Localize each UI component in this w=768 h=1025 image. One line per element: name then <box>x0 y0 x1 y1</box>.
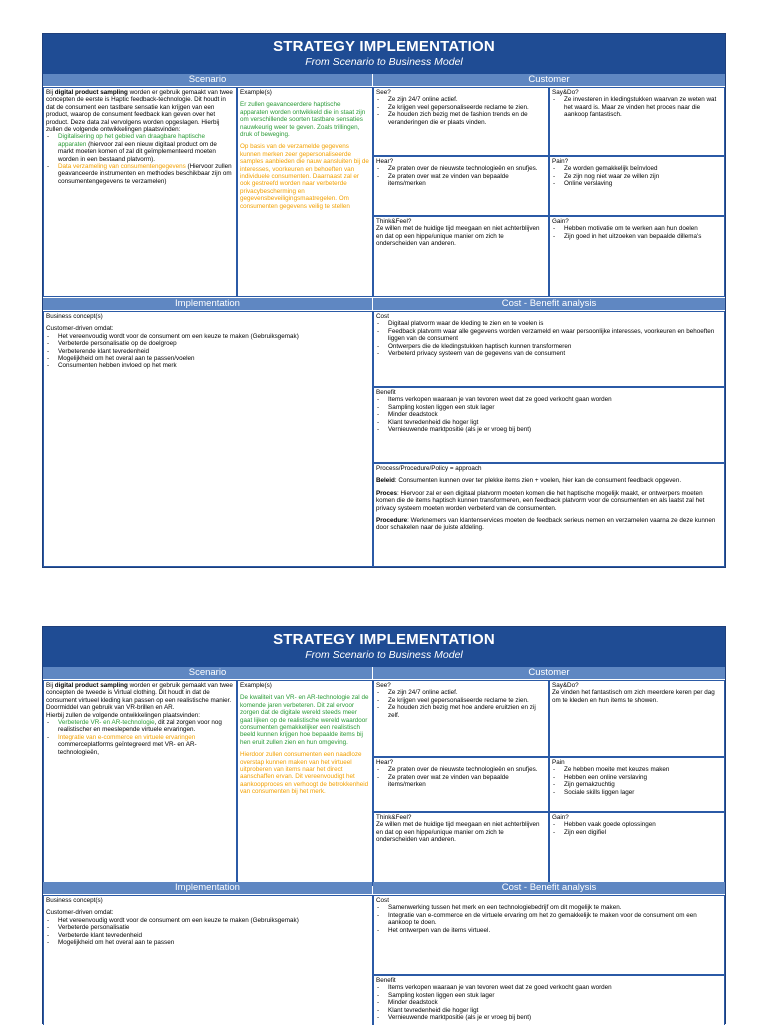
hear-cell <box>373 757 549 812</box>
process-cell <box>373 463 725 567</box>
see-cell <box>373 680 549 757</box>
implementation-header: Implementation <box>43 298 372 310</box>
saydo-text: Ze vinden het fantastisch om zich meerdere keren per dag om te kleden en hun items te showen. <box>552 689 715 704</box>
implementation-cell <box>43 895 373 1025</box>
list-item: - Vernieuwende marktpositie (als je er vroeg bij bent) <box>388 1014 722 1021</box>
list-item: - Het vereenvoudig wordt voor de consument om een keuze te maken (Gebruiksgemak) <box>58 333 370 340</box>
business-concept-label: Business concept(s) <box>46 897 103 904</box>
list-item: - Online verslaving <box>564 180 722 187</box>
list-item: - Vernieuwende marktpositie (als je er vroeg bij bent) <box>388 426 722 433</box>
cost-cell <box>373 895 725 975</box>
list-item: - Ze houden zich bezig met hoe andere eruitzien en zij zelf. <box>388 704 546 719</box>
list-item: - Feedback platvorm waar alle gegevens worden verzameld en waar persoonlijke interesses, voorkeuren en behoeften liggen van de consument <box>388 328 722 343</box>
pain-label: Pain <box>552 759 565 766</box>
see-cell <box>373 87 549 156</box>
examples-cell <box>237 680 373 886</box>
saydo-label: Say&Do? <box>552 682 579 689</box>
list-item: - Het ontwerpen van de items virtueel. <box>388 927 722 934</box>
scenario-cell <box>43 87 237 297</box>
list-item: - Ontwerpers die de kledingstukken haptisch kunnen transformeren <box>388 343 722 350</box>
list-item: - Ze zijn 24/7 online actief. <box>388 96 546 103</box>
list-item: - Mogelijkheid om het overal aan te passen <box>58 939 370 946</box>
board-title-bar <box>43 627 725 667</box>
cost-benefit-header: Cost - Benefit analysis <box>373 298 725 310</box>
proces-text: Proces: Hiervoor zal er een digitaal platvorm moeten komen die het haptische mogelijk maakt, er ontwerpers moeten komen die de items haptisch kunnen transformeren, een feedback platvorm voor de consumenten en als laatst zal het privacy systeem moeten worden verbeterd van de consumenten. <box>376 489 705 512</box>
gain-label: Gain? <box>552 218 569 225</box>
list-item: - Hebben vaak goede oplossingen <box>564 821 722 828</box>
board-subtitle: From Scenario to Business Model <box>305 56 463 68</box>
list-item: - Ze hebben moeite met keuzes maken <box>564 766 722 773</box>
list-item: - Zijn goed in het uitzoeken van bepaalde dillema's <box>564 233 722 240</box>
business-concept-label: Business concept(s) <box>46 313 103 320</box>
list-item: - Zijn een digifiel <box>564 829 722 836</box>
benefit-cell <box>373 387 725 463</box>
board-title: STRATEGY IMPLEMENTATION <box>273 631 495 648</box>
text: Bij <box>46 89 55 96</box>
list-item: - Verbeterd privacy systeem van de gegevens van de consument <box>388 350 722 357</box>
cost-benefit-header: Cost - Benefit analysis <box>373 882 725 894</box>
cost-label: Cost <box>376 897 389 904</box>
pain-cell <box>549 757 725 812</box>
think-text: Ze willen met de huidige tijd meegaan en niet achterblijven en dat op een hippe/unique manier om zich te onderscheiden van anderen. <box>376 821 540 844</box>
implementation-cell <box>43 311 373 567</box>
list-item: - Integratie van e-commerce en de virtuele ervaring om het zo gemakkelijk te maken voor de consument om een aankoop te doen. <box>388 912 722 927</box>
hear-cell <box>373 156 549 216</box>
examples-orange-text: Op basis van de verzamelde gegevens kunnen merken zeer gepersonaliseerde samples aanbieden die nauw aansluiten bij de interesses, voorkeuren en behoeften van individuele consumenten. Daarnaast zal er ook gestreefd worden naar verbeterde privacybescherming en gegevensbeveiligingsmaatregelen. Om consumenten gegevens veilig te stellen <box>240 143 369 210</box>
list-item: - Mogelijkheid om het overal aan te passen/voelen <box>58 355 370 362</box>
list-item: - Digitaal platvorm waar de kleding te zien en te voelen is <box>388 320 722 327</box>
think-label: Think&Feel? <box>376 814 412 821</box>
list-item: - Verbeterde klant tevredenheid <box>58 932 370 939</box>
see-label: See? <box>376 682 391 689</box>
list-item: - Digitalisering op het gebied van draagbare haptische apparaten (hiervoor zal een nieuw digitaal product om de markt moeten komen of zal dit geïmplementeerd moeten worden in een bestaand platvorm). <box>58 133 234 163</box>
strategy-board-1 <box>42 33 726 568</box>
benefit-label: Benefit <box>376 977 396 984</box>
scenario-list <box>46 133 234 185</box>
benefit-cell <box>373 975 725 1025</box>
gain-label: Gain? <box>552 814 569 821</box>
cost-label: Cost <box>376 313 389 320</box>
implementation-intro: Customer-driven omdat: <box>46 909 114 917</box>
list-item: - Verbeterde personalisatie <box>58 924 370 931</box>
list-item: - Ze houden zich bezig met de fashion trends en de veranderingen die er plaats vinden. <box>388 111 546 126</box>
hear-label: Hear? <box>376 759 394 766</box>
examples-label: Example(s) <box>240 89 272 96</box>
list-item: - Het vereenvoudig wordt voor de consument om een keuze te maken (Gebruiksgemak) <box>58 917 370 924</box>
beleid-text: Beleid: Consumenten kunnen over ter plekke items zien + voelen, hier kan de consument feedback opgeven. <box>376 477 682 485</box>
customer-header: Customer <box>373 667 725 679</box>
list-item: - Ze zijn nog niet waar ze willen zijn <box>564 173 722 180</box>
list-item: - Verbeterde VR- en AR-technologie, dit zal zorgen voor nog realistischer en meeslepende virtuele ervaringen. <box>58 719 234 734</box>
list-item: - Samenwerking tussen het merk en een technologiebedrijf om dit mogelijk te maken. <box>388 904 722 911</box>
highlight-term: digital product sampling <box>54 89 128 96</box>
list-item: - Ze praten over de nieuwste technologieën en snufjes. <box>388 766 546 773</box>
scenario-header: Scenario <box>43 667 372 679</box>
list-item: - Ze investeren in kledingstukken waarvan ze weten wat het waard is. Maar ze vinden het proces naar die aankoop fantastisch. <box>564 96 722 118</box>
saydo-cell <box>549 680 725 757</box>
scenario-cell <box>43 680 237 886</box>
process-label: Process/Procedure/Policy = approach <box>376 465 482 472</box>
examples-orange-text: Hierdoor zullen consumenten een naadloze overstap kunnen maken van het virtueel uitproberen van items naar het direct aanschaffen ervan. Dit vereenvoudigt het aankoopproces en verhoogt de betrokkenheid van consumenten bij het merk. <box>240 751 369 796</box>
think-feel-cell <box>373 216 549 297</box>
saydo-label: Say&Do? <box>552 89 579 96</box>
scenario-header: Scenario <box>43 74 372 86</box>
implementation-intro: Customer-driven omdat: <box>46 325 114 333</box>
highlight-term: digital product sampling <box>54 682 128 689</box>
saydo-cell <box>549 87 725 156</box>
gain-cell <box>549 812 725 886</box>
think-feel-cell <box>373 812 549 886</box>
list-item: - Verbeterde personalisatie op de doelgroep <box>58 340 370 347</box>
list-item: - Klant tevredenheid die hoger ligt <box>388 1007 722 1014</box>
list-item: - Data verzameling van consumentengegevens (Hiervoor zullen geavanceerde instrumenten en methodes beschikbaar zijn om consumentengegevens te verzamelen) <box>58 163 234 185</box>
hear-label: Hear? <box>376 158 394 165</box>
list-item: - Hebben motivatie om te werken aan hun doelen <box>564 225 722 232</box>
examples-green-text: De kwaliteit van VR- en AR-technologie zal de komende jaren verbeteren. Dit zal ervoor zorgen dat de digitale wereld steeds meer gaat lijken op de realistische wereld waardoor consumenten gemakkelijker een realistisch beeld kunnen krijgen hoe bepaalde items bij hen eruit zullen zien en hun omgeving. <box>240 694 369 746</box>
list-item: - Ze krijgen veel gepersonaliseerde reclame te zien. <box>388 697 546 704</box>
list-item: - Ze praten over de nieuwste technologieën en snufjes. <box>388 165 546 172</box>
list-item: - Ze worden gemakkelijk beïnvloed <box>564 165 722 172</box>
examples-label: Example(s) <box>240 682 272 689</box>
examples-cell <box>237 87 373 297</box>
implementation-header: Implementation <box>43 882 372 894</box>
board-subtitle: From Scenario to Business Model <box>305 649 463 661</box>
list-item: - Minder deadstock <box>388 411 722 418</box>
text: worden er gebruik gemaakt van twee concepten de eerste is Haptic feedback-technologie. Dit houdt in dat de consument een tastbare sensatie kan krijgen van een product, waarop de consument feedback kan geven over het product. Deze data zal vervolgens worden opgeslagen. Hierbij zullen de volgende ontwikkelingen plaatsvinden: <box>46 89 233 134</box>
list-item: - Ze zijn 24/7 online actief. <box>388 689 546 696</box>
think-text: Ze willen met de huidige tijd meegaan en niet achterblijven en dat op een hippe/unique manier om zich te onderscheiden van anderen. <box>376 225 540 248</box>
benefit-label: Benefit <box>376 389 396 396</box>
strategy-board-2 <box>42 626 726 1024</box>
gain-cell <box>549 216 725 297</box>
see-label: See? <box>376 89 391 96</box>
customer-header: Customer <box>373 74 725 86</box>
list-item: - Sampling kosten liggen een stuk lager <box>388 992 722 999</box>
scenario-paragraph: Bij digital product sampling worden er gebruik gemaakt van twee concepten de tweede is Virtual clothing. Dit houdt in dat de consument virtueel kleding kan passen op een realistische manier. Doormiddel van gebruik van VR-brillen en AR. <box>46 682 233 712</box>
cost-cell <box>373 311 725 387</box>
list-item: - Ze krijgen veel gepersonaliseerde reclame te zien. <box>388 104 546 111</box>
list-item: - Verbeterende klant tevredenheid <box>58 348 370 355</box>
list-item: - Ze praten over wat ze vinden van bepaalde items/merken <box>388 173 546 188</box>
list-item: - Klant tevredenheid die hoger ligt <box>388 419 722 426</box>
board-title-bar <box>43 34 725 74</box>
list-item: - Sampling kosten liggen een stuk lager <box>388 404 722 411</box>
think-label: Think&Feel? <box>376 218 412 225</box>
procedure-text: Procedure: Werknemers van klantenservices moeten de feedback serieus nemen en verzamelen vaarna ze deze kunnen door schakelen naar de juiste afdeling. <box>376 517 716 532</box>
list-item: - Items verkopen waaraan je van tevoren weet dat ze goed verkocht gaan worden <box>388 396 722 403</box>
board-title: STRATEGY IMPLEMENTATION <box>273 38 495 55</box>
list-item: - Items verkopen waaraan je van tevoren weet dat ze goed verkocht gaan worden <box>388 984 722 991</box>
scenario-paragraph <box>46 89 234 133</box>
list-item: - Sociale skills liggen lager <box>564 789 722 796</box>
examples-green-text: Er zullen geavanceerdere haptische apparaten worden ontwikkeld die in staat zijn om verschillende soorten tastbare sensaties nauwkeurig weer te geven. Zoals trillingen, druk of beweging. <box>240 101 366 139</box>
list-item: - Minder deadstock <box>388 999 722 1006</box>
scenario-paragraph-2: Hierbij zullen de volgende ontwikkelingen plaatsvinden: <box>46 711 201 719</box>
pain-cell <box>549 156 725 216</box>
list-item: - Integratie van e-commerce en virtuele ervaringen commerceplatforms geïntegreerd met VR- en AR-technologieën, <box>58 734 234 756</box>
pain-label: Pain? <box>552 158 569 165</box>
list-item: - Hebben een online verslaving <box>564 774 722 781</box>
list-item: - Ze praten over wat ze vinden van bepaalde items/merken <box>388 774 546 789</box>
scenario-list <box>46 719 234 756</box>
list-item: - Zijn gemakzuchtig <box>564 781 722 788</box>
list-item: - Consumenten hebben invloed op het merk <box>58 362 370 369</box>
